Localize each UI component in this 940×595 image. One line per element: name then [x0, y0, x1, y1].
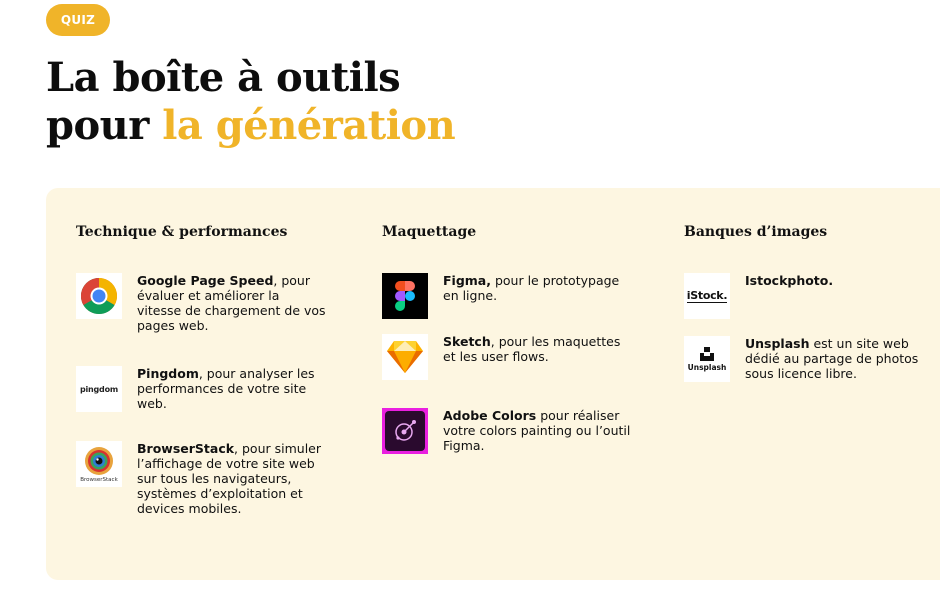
tool-name: Unsplash — [745, 336, 810, 351]
tool-description — [137, 441, 327, 516]
sketch-icon — [382, 334, 428, 380]
figma-icon — [382, 273, 428, 319]
browserstack-eye-icon — [84, 446, 114, 476]
tool-description — [745, 336, 935, 381]
page-title — [46, 54, 455, 150]
adobe-color-icon — [382, 408, 428, 454]
browserstack-logo — [76, 441, 122, 487]
tool-description — [443, 273, 633, 303]
column-heading: Banques d’images — [684, 224, 828, 240]
tool-description — [745, 273, 935, 288]
title-line-1: La boîte à outils — [46, 54, 401, 101]
quiz-badge: QUIZ — [46, 4, 110, 36]
pingdom-logo-text: pingdom — [79, 384, 119, 394]
tool-desc: , pour analyser les performances de votre site web. — [137, 366, 315, 411]
istock-logo-text: iStock. — [686, 289, 728, 302]
tool-name: Sketch — [443, 334, 491, 349]
tool-desc: est un site web dédié au partage de photos sous licence libre. — [745, 336, 919, 381]
tool-desc: , pour évaluer et améliorer la vitesse de chargement de vos pages web. — [137, 273, 326, 333]
tool-description — [137, 273, 327, 333]
tool-name: BrowserStack — [137, 441, 235, 456]
tool-description — [443, 408, 633, 453]
tool-description — [137, 366, 327, 411]
tool-desc: , pour les maquettes et les user flows. — [443, 334, 621, 364]
unsplash-logo-text: Unsplash — [687, 362, 727, 372]
pingdom-logo — [76, 366, 122, 412]
tool-name: Figma, — [443, 273, 491, 288]
title-line-2-accent: la génération — [162, 102, 456, 149]
istock-logo — [684, 273, 730, 319]
tool-name: Google Page Speed — [137, 273, 274, 288]
tool-name: Adobe Colors — [443, 408, 537, 423]
tool-name: Pingdom — [137, 366, 199, 381]
browserstack-logo-text: BrowserStack — [80, 476, 118, 483]
tool-name: Istockphoto. — [745, 273, 834, 288]
tool-desc: pour réaliser votre colors painting ou l’outil Figma. — [443, 408, 631, 453]
column-heading: Technique & performances — [76, 224, 288, 240]
unsplash-icon — [700, 347, 714, 361]
column-heading: Maquettage — [382, 224, 477, 240]
title-line-2-prefix: pour — [46, 102, 163, 149]
tool-description — [443, 334, 633, 364]
tool-desc: pour le prototypage en ligne. — [443, 273, 620, 303]
toolbox-panel — [46, 188, 940, 580]
unsplash-logo — [684, 336, 730, 382]
tool-desc: , pour simuler l’affichage de votre site web sur tous les navigateurs, systèmes d’exploitation et devices mobiles. — [137, 441, 321, 516]
chrome-icon — [76, 273, 122, 319]
